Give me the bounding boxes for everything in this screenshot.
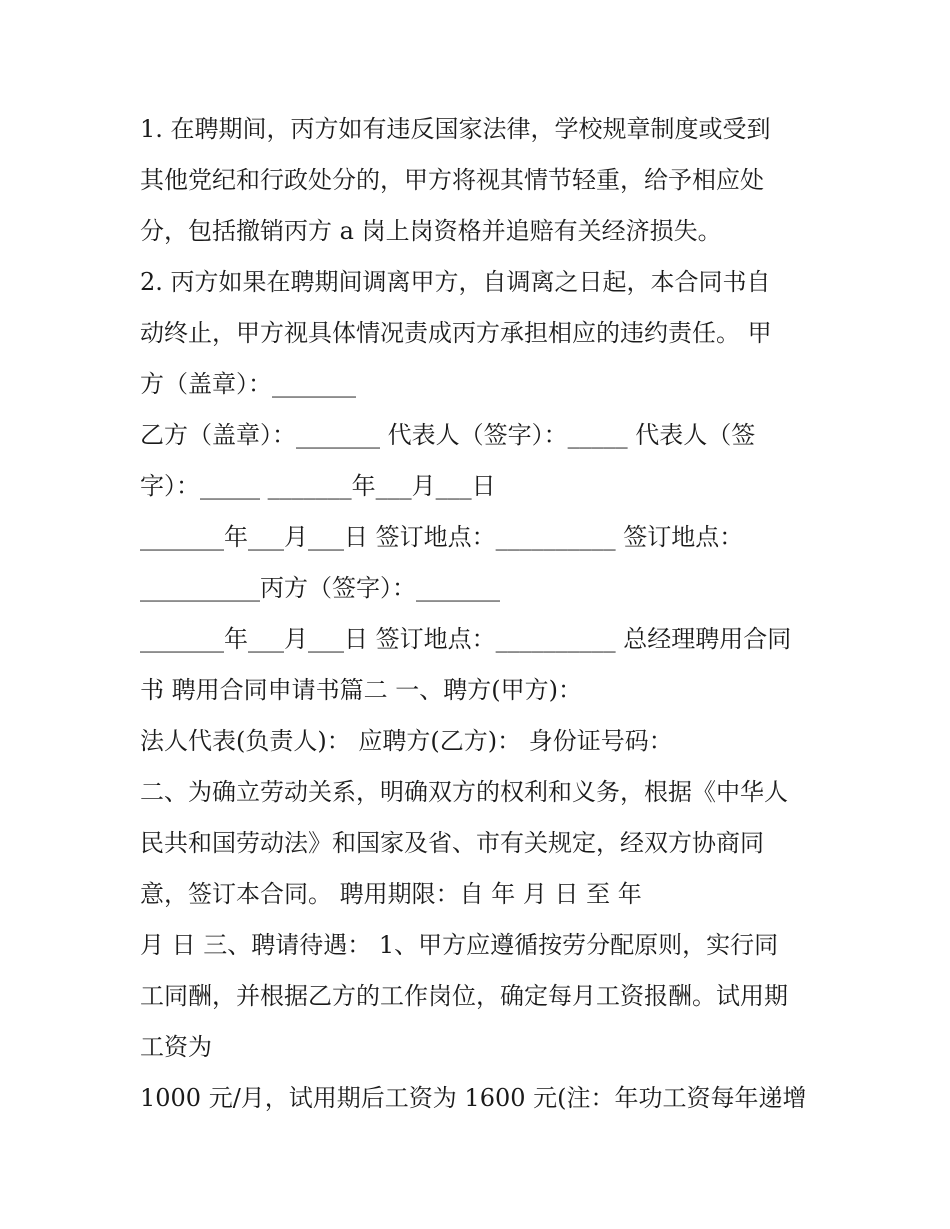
text-line: 1. 在聘期间，丙方如有违反国家法律，学校规章制度或受到 — [140, 115, 771, 143]
text-line: __________丙方（签字）：_______ — [140, 574, 500, 602]
text-line: 动终止，甲方视具体情况责成丙方承担相应的违约责任。 甲 — [140, 319, 772, 347]
text-line: 字）：_____ _______年___月___日 — [140, 472, 496, 500]
text-line: 1000 元/月，试用期后工资为 1600 元(注：年功工资每年递增 — [140, 1084, 807, 1112]
text-line: 书 聘用合同申请书篇二 一、聘方(甲方)： — [140, 676, 582, 704]
text-line: _______年___月___日 签订地点：__________ 签订地点： — [140, 523, 744, 551]
text-line: 二、为确立劳动关系，明确双方的权利和义务，根据《中华人 — [140, 778, 788, 806]
text-line: _______年___月___日 签订地点：__________ 总经理聘用合同 — [140, 625, 792, 653]
text-line: 工资为 — [140, 1033, 212, 1061]
text-line: 意，签订本合同。 聘用期限：自 年 月 日 至 年 — [140, 880, 642, 908]
text-line: 乙方（盖章）：_______ 代表人（签字）：_____ 代表人（签 — [140, 421, 756, 449]
document-body — [140, 104, 820, 1124]
text-line: 2. 丙方如果在聘期间调离甲方，自调离之日起，本合同书自 — [140, 268, 771, 296]
text-line: 法人代表(负责人)： 应聘方(乙方)： 身份证号码： — [140, 727, 673, 755]
text-line: 分，包括撤销丙方 a 岗上岗资格并追赔有关经济损失。 — [140, 217, 722, 245]
text-line: 民共和国劳动法》和国家及省、市有关规定，经双方协商同 — [140, 829, 764, 857]
text-line: 方（盖章）：_______ — [140, 370, 356, 398]
text-line: 工同酬，并根据乙方的工作岗位，确定每月工资报酬。试用期 — [140, 982, 788, 1010]
text-line: 其他党纪和行政处分的，甲方将视其情节轻重，给予相应处 — [140, 166, 764, 194]
text-line: 月 日 三、聘请待遇： 1、甲方应遵循按劳分配原则，实行同 — [140, 931, 779, 959]
